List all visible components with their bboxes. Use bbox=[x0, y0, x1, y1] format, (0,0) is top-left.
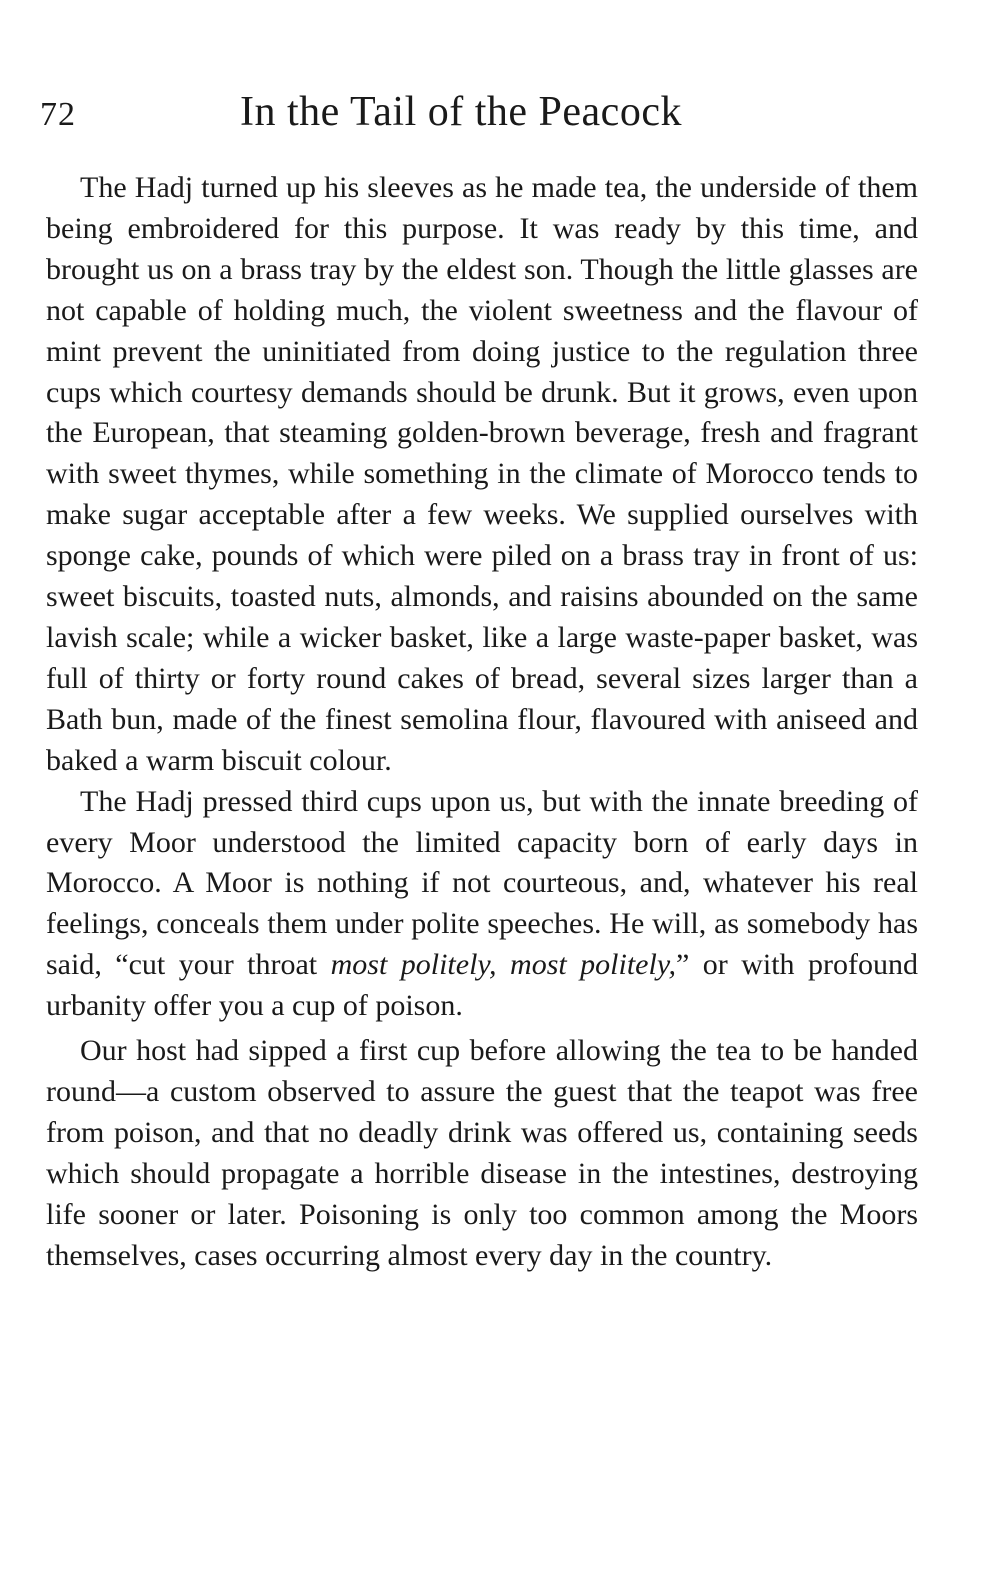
paragraph-1: The Hadj turned up his sleeves as he made tea, the underside of them being embroidered for this purpose. It was ready by this time, and brought us on a brass tray by the eldest son. Though the little glasses are not capable of holding much, the violent sweetness and the flavour of mint prevent the uninitiated from doing justice to the regulation three cups which courtesy demands should be drunk. But it grows, even upon the European, that steaming golden-brown beverage, fresh and fragrant with sweet thymes, while something in the climate of Morocco tends to make sugar acceptable after a few weeks. We supplied ourselves with sponge cake, pounds of which were piled on a brass tray in front of us: sweet biscuits, toasted nuts, almonds, and raisins abounded on the same lavish scale; while a wicker basket, like a large waste-paper basket, was full of thirty or forty round cakes of bread, several sizes larger than a Bath bun, made of the finest semolina flour, flavoured with aniseed and baked a warm biscuit colour. bbox=[46, 171, 918, 777]
body-text bbox=[46, 168, 918, 1276]
paragraph-2 bbox=[46, 782, 918, 1027]
paragraph-2-text-before: The Hadj pressed third cups upon us, but with the innate breeding of every Moor understood the limited capacity born of early days in Morocco. A Moor is nothing if not courteous, and, whatever his real feelings, conceals them under polite speeches. He will, as somebody has said, “cut your throat bbox=[46, 784, 918, 982]
paragraph-2-italic-quote: most politely, most politely, bbox=[330, 948, 676, 982]
paragraph-3: Our host had sipped a first cup before allowing the tea to be handed round—a custom observed to assure the guest that the teapot was free from poison, and that no deadly drink was offered us, containing seeds which should propagate a horrible disease in the intestines, destroying life sooner or later. Poisoning is only too common among the Moors themselves, cases occurring almost every day in the country. bbox=[46, 1034, 918, 1272]
running-header bbox=[40, 88, 920, 144]
paragraph-2-text-after: ” or with profound urbanity offer you a cup of poison. bbox=[46, 948, 918, 1023]
book-title: In the Tail of the Peacock bbox=[240, 89, 682, 135]
page-number: 72 bbox=[40, 96, 76, 133]
